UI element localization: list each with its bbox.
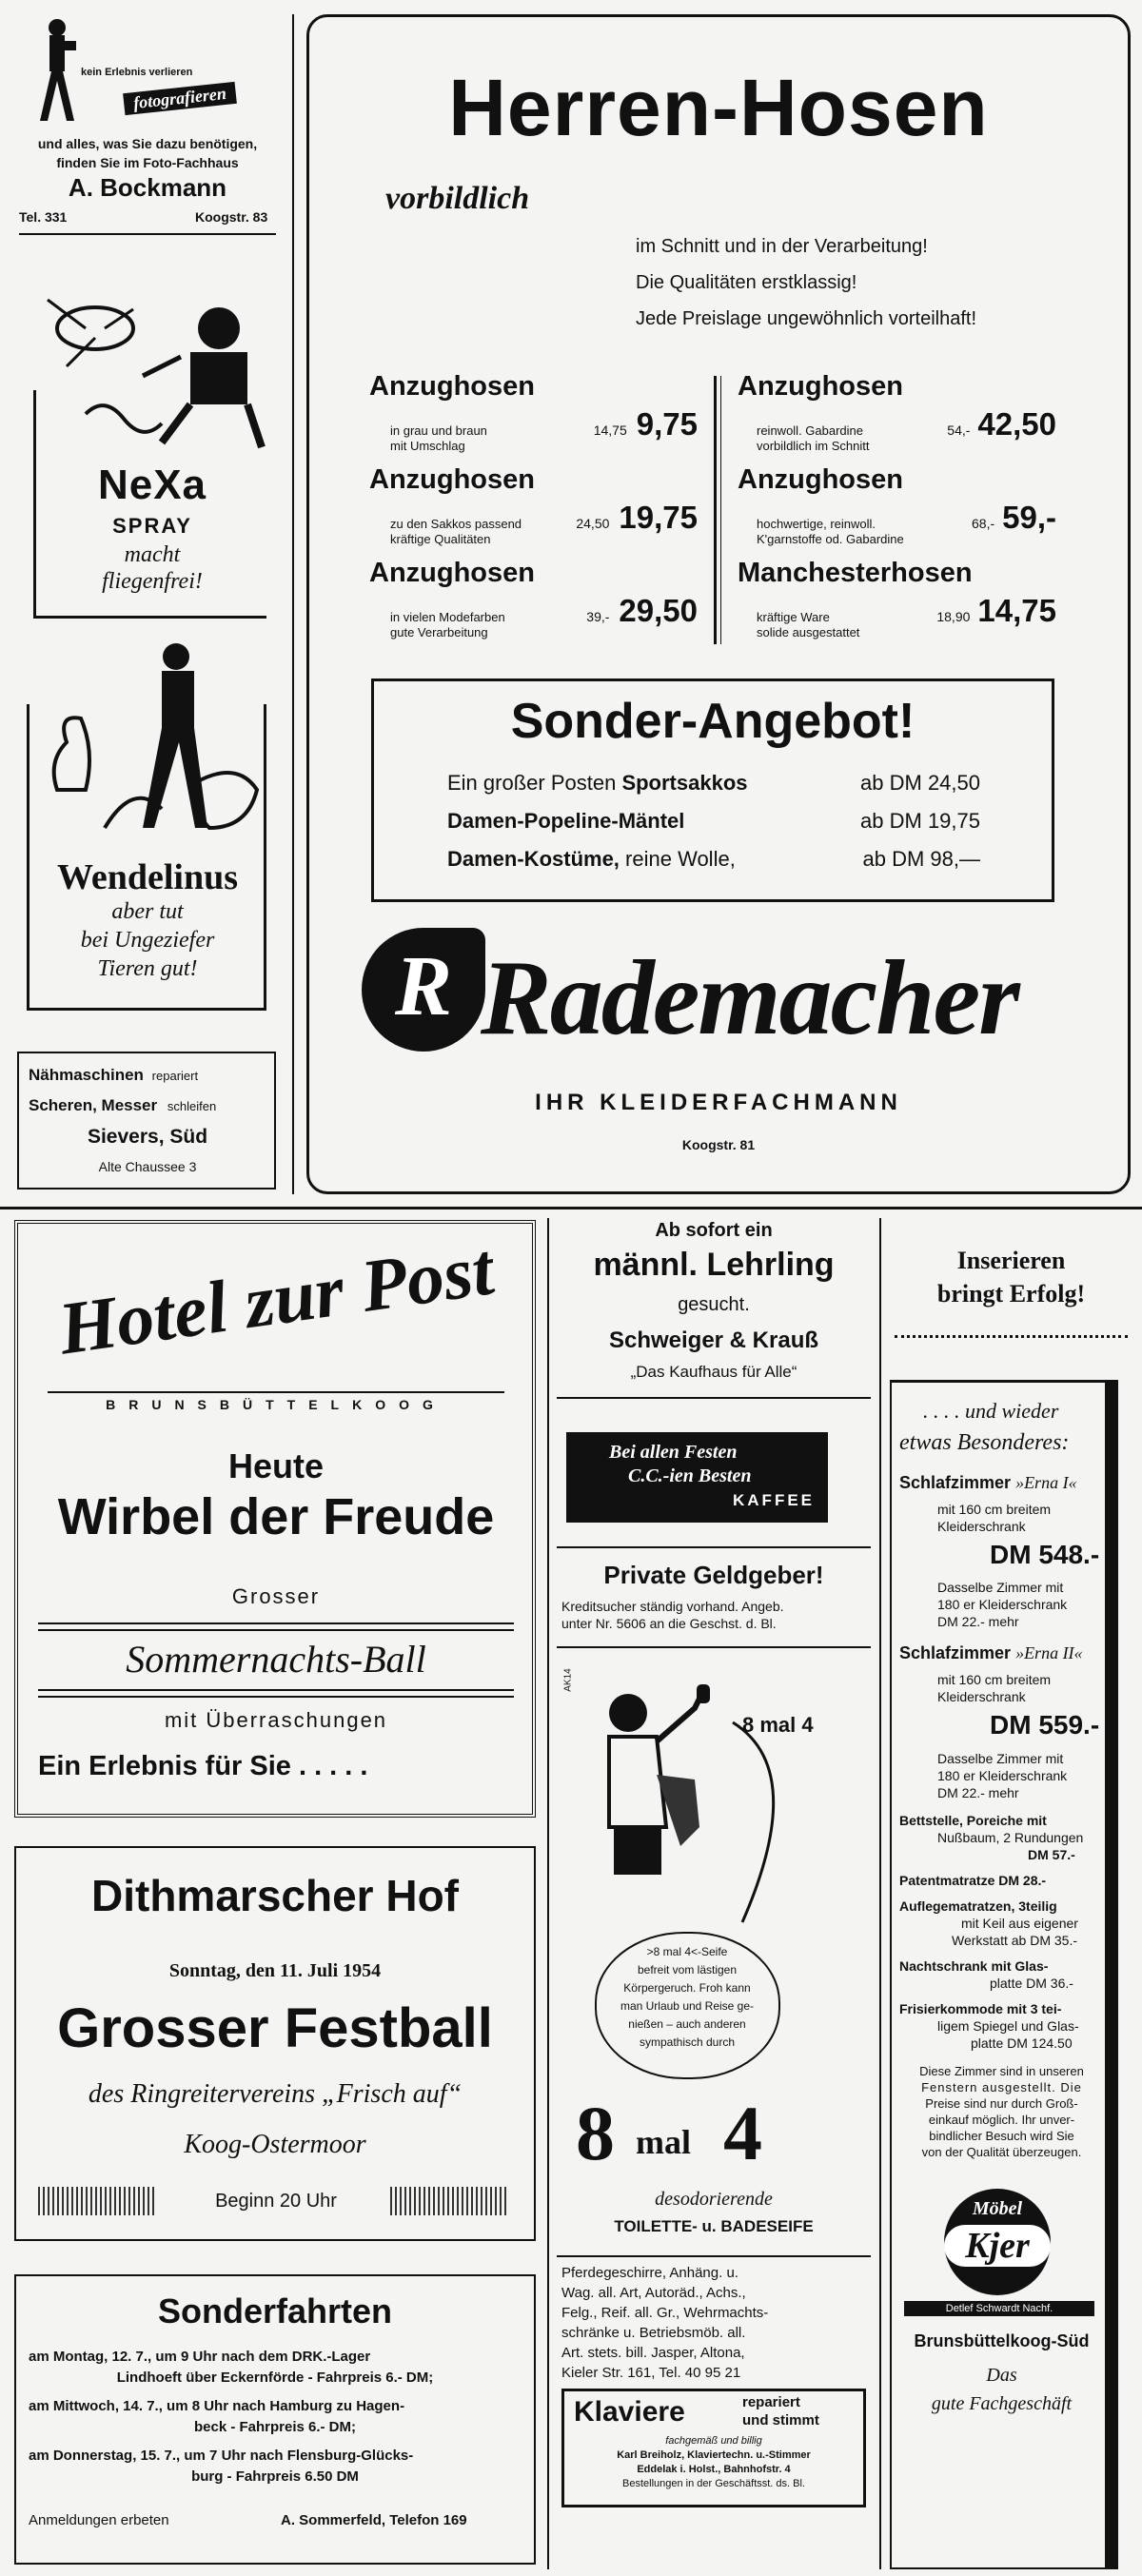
sonder-title: Sonder-Angebot!: [510, 694, 916, 749]
offer-old-price: 18,90: [936, 609, 971, 624]
kjer-auf: Auflegematratzen, 3teilig: [899, 1898, 1057, 1914]
pferde-l4: schränke u. Betriebsmöb. all.: [561, 2325, 746, 2341]
seife-bubble6: sympathisch durch: [639, 2035, 736, 2049]
kjer-i2: etwas Besonderes:: [899, 1430, 1070, 1455]
sievers-l2b: schleifen: [167, 1099, 217, 1113]
seife-bubble-text: [601, 1943, 773, 2052]
sonder-item: Damen-Kostüme,: [447, 847, 620, 871]
kjer-i1: . . . . und wieder: [923, 1399, 1059, 1423]
offer-desc: gute Verarbeitung: [390, 625, 488, 639]
dith-beginn: Beginn 20 Uhr: [215, 2191, 337, 2212]
lehrling-slogan: „Das Kaufhaus für Alle“: [630, 1363, 797, 1381]
wendelinus-line1: aber tut: [111, 899, 184, 924]
geld-l2: unter Nr. 5606 an die Geschst. d. Bl.: [561, 1616, 777, 1631]
geld-l1: Kreditsucher ständig vorhand. Angeb.: [561, 1599, 784, 1614]
kjer-s1: [899, 1473, 1077, 1493]
offer-desc: in grau und braun: [390, 423, 487, 438]
pferde-l1: Pferdegeschirre, Anhäng. u.: [561, 2265, 738, 2281]
divider: [38, 1622, 514, 1624]
offer-desc: zu den Sakkos passend: [390, 517, 522, 531]
kjer-s1-label: Schlafzimmer: [899, 1473, 1012, 1492]
sievers-l1b: repariert: [151, 1069, 199, 1083]
offer-right-1: [738, 464, 1056, 547]
seife-big1: 8: [576, 2090, 615, 2176]
kjer-s2p: DM 559.-: [990, 1710, 1100, 1740]
herren-t3: Jede Preislage ungewöhnlich vorteilhaft!: [636, 308, 976, 329]
fahrt-t2a: am Mittwoch, 14. 7., um 8 Uhr nach Hamburg zu Hagen-: [29, 2398, 405, 2414]
kjer-logo3: Detlef Schwardt Nachf.: [904, 2301, 1094, 2316]
kjer-nacht2: platte DM 36.-: [990, 1976, 1073, 1991]
seife-mal: 8 mal 4: [742, 1713, 814, 1737]
offer-price: 42,50: [977, 406, 1056, 442]
fahrt-name: A. Sommerfeld, Telefon 169: [281, 2512, 467, 2528]
dith-pattern-right: [390, 2187, 509, 2215]
offer-desc: solide ausgestattet: [757, 625, 860, 639]
seife-deso: desodorierende: [655, 2189, 773, 2210]
klavier-l3: Eddelak i. Holst., Bahnhofstr. 4: [637, 2464, 791, 2475]
klavier-r2: und stimmt: [742, 2412, 819, 2429]
seife-bubble5: nießen – auch anderen: [628, 2017, 746, 2031]
seife-big2: mal: [636, 2123, 691, 2161]
hotel-ball: Sommernachts-Ball: [126, 1638, 426, 1681]
kjer-nacht: Nachtschrank mit Glas-: [899, 1958, 1049, 1974]
kjer-p1: Diese Zimmer sind in unseren: [919, 2064, 1084, 2078]
offer-old-price: 14,75: [593, 423, 627, 438]
kaffee-l3: KAFFEE: [733, 1491, 815, 1509]
lehrling-title: männl. Lehrling: [593, 1247, 835, 1283]
kjer-s1b: Kleiderschrank: [937, 1519, 1026, 1534]
foto-line2: fotografieren: [123, 82, 237, 115]
foto-addr: Koogstr. 83: [195, 209, 268, 225]
kjer-s2b: Kleiderschrank: [937, 1689, 1026, 1704]
kjer-das: Das: [986, 2365, 1017, 2386]
kjer-auf2: mit Keil aus eigener: [961, 1916, 1078, 1931]
wendelinus-line3: Tieren gut!: [97, 956, 198, 981]
pferde-l3: Felg., Reif. all. Gr., Wehrmachts-: [561, 2305, 769, 2321]
kjer-fris3: platte DM 124.50: [971, 2035, 1073, 2051]
sonder-item: Damen-Popeline-Mäntel: [447, 809, 685, 833]
offer-old-price: 39,-: [586, 609, 610, 624]
rademacher-tagline: IHR KLEIDERFACHMANN: [535, 1090, 902, 1115]
offer-price: 29,50: [619, 593, 698, 628]
column-divider: [292, 14, 294, 1194]
nexa-brand: NeXa: [97, 462, 207, 508]
offer-desc: in vielen Modefarben: [390, 610, 505, 624]
sievers-l1a: Nähmaschinen: [29, 1066, 144, 1084]
foto-name: A. Bockmann: [68, 173, 227, 202]
offer-price: 9,75: [636, 406, 698, 442]
pferde-text: [561, 2263, 871, 2383]
kjer-s2a: mit 160 cm breitem: [937, 1672, 1052, 1687]
fahrt-title: Sonderfahrten: [157, 2291, 393, 2330]
sonder-price: ab DM 98,—: [862, 847, 980, 871]
offer-title: Anzughosen: [369, 371, 535, 402]
kjer-p6: von der Qualität überzeugen.: [921, 2145, 1082, 2159]
hotel-mit: mit Überraschungen: [164, 1708, 388, 1732]
column-divider: [879, 1218, 881, 2569]
pferde-l6: Kieler Str. 161, Tel. 40 95 21: [561, 2365, 741, 2381]
fahrt-t2b: beck - Fahrpreis 6.- DM;: [193, 2419, 357, 2435]
kjer-s1a: mit 160 cm breitem: [937, 1502, 1052, 1517]
kjer-bett2: Nußbaum, 2 Rundungen: [937, 1830, 1084, 1845]
fahrt-t3a: am Donnerstag, 15. 7., um 7 Uhr nach Flensburg-Glücks-: [29, 2448, 414, 2464]
kjer-logo1: Möbel: [972, 2198, 1023, 2219]
kjer-s1c: Dasselbe Zimmer mit: [937, 1580, 1064, 1595]
divider: [38, 1696, 514, 1698]
seife-code: AK14: [562, 1668, 574, 1692]
seife-big3: 4: [723, 2090, 762, 2176]
klavier-l4: Bestellungen in der Geschäftsst. ds. Bl.: [622, 2478, 805, 2489]
kjer-paragraph: [895, 2063, 1109, 2160]
offer-desc: vorbildlich im Schnitt: [757, 439, 870, 453]
kjer-auf3: Werkstatt ab DM 35.-: [952, 1933, 1078, 1948]
sievers-addr: Alte Chaussee 3: [98, 1159, 197, 1174]
seife-bubble3: Körpergeruch. Froh kann: [623, 1981, 751, 1995]
sonder-row-1: [447, 809, 980, 834]
kjer-fris2: ligem Spiegel und Glas-: [937, 2018, 1079, 2034]
kjer-fris: Frisierkommode mit 3 tei-: [899, 2001, 1062, 2016]
seife-toil: TOILETTE- u. BADESEIFE: [614, 2217, 814, 2235]
dith-pattern-left: [38, 2187, 157, 2215]
kjer-p5: bindlicher Besuch wird Sie: [929, 2129, 1074, 2143]
kjer-place: Brunsbüttelkoog-Süd: [914, 2331, 1090, 2350]
sonder-price: ab DM 19,75: [860, 809, 980, 833]
kjer-s2c: Dasselbe Zimmer mit: [937, 1751, 1064, 1766]
divider: [48, 1391, 504, 1393]
offer-title: Anzughosen: [738, 464, 903, 495]
kjer-pat: Patentmatratze DM 28.-: [899, 1873, 1047, 1888]
offer-price: 19,75: [619, 500, 698, 535]
hotel-heute: Heute: [227, 1446, 325, 1485]
kjer-s2d: 180 er Kleiderschrank: [937, 1768, 1068, 1783]
dith-title: Dithmarscher Hof: [91, 1871, 459, 1920]
kjer-s2e: DM 22.- mehr: [937, 1785, 1019, 1800]
inserieren-l1: Inserieren: [956, 1247, 1066, 1274]
offer-left-2: [369, 558, 698, 640]
nexa-spray: SPRAY: [112, 514, 192, 538]
foto-line3: und alles, was Sie dazu benötigen,: [37, 136, 258, 151]
offer-price: 59,-: [1002, 500, 1056, 535]
horizontal-divider: [0, 1207, 1142, 1209]
herren-sub: vorbildlich: [385, 181, 530, 216]
kjer-s1d: 180 er Kleiderschrank: [937, 1597, 1068, 1612]
klavier-text: [563, 2434, 864, 2491]
foto-line1: kein Erlebnis verlieren: [81, 67, 193, 78]
kjer-s2: [899, 1643, 1083, 1663]
dith-place: Koog-Ostermoor: [184, 2130, 366, 2159]
wendelinus-brand: Wendelinus: [56, 857, 239, 897]
offer-title: Anzughosen: [369, 558, 535, 588]
offer-desc: mit Umschlag: [390, 439, 465, 453]
photographer-illustration: [29, 14, 86, 128]
klavier-r1: repariert: [742, 2394, 800, 2410]
seife-bubble4: man Urlaub und Reise ge-: [620, 1999, 755, 2013]
kaffee-l2: C.C.-ien Besten: [628, 1465, 752, 1486]
klavier-l2: Karl Breiholz, Klaviertechn. u.-Stimmer: [617, 2449, 811, 2461]
pferde-l5: Art. stets. bill. Jasper, Altona,: [561, 2345, 745, 2361]
divider: [19, 233, 276, 235]
kjer-bett: Bettstelle, Poreiche mit: [899, 1813, 1047, 1828]
dotted-rule: [895, 1335, 1128, 1339]
rademacher-brand: Rademacher: [481, 939, 1018, 1057]
sievers-l2a: Scheren, Messer: [29, 1096, 158, 1114]
herren-t1: im Schnitt und in der Verarbeitung!: [636, 236, 928, 257]
fahrt-t3b: burg - Fahrpreis 6.50 DM: [191, 2468, 359, 2485]
kjer-s2-label: Schlafzimmer: [899, 1643, 1012, 1662]
fahrt-anm: Anmeldungen erbeten: [29, 2512, 169, 2528]
hotel-grosser: Grosser: [231, 1584, 321, 1608]
offer-right-0: [738, 371, 1056, 454]
nexa-line1: macht: [124, 542, 181, 567]
kjer-logo2: Kjer: [944, 2225, 1051, 2267]
herren-t2: Die Qualitäten erstklassig!: [636, 272, 857, 293]
kjer-s2-name: »Erna II«: [1015, 1643, 1083, 1662]
foto-tel: Tel. 331: [19, 209, 68, 225]
sonder-row-2: [447, 847, 980, 872]
kjer-s1e: DM 22.- mehr: [937, 1614, 1019, 1629]
sonder-rest: reine Wolle,: [625, 847, 736, 871]
offer-title: Anzughosen: [369, 464, 535, 495]
sievers-line2: [29, 1096, 216, 1115]
lehrling-ab: Ab sofort ein: [655, 1220, 773, 1241]
klavier-l1: fachgemäß und billig: [665, 2435, 762, 2447]
kjer-bett3: DM 57.-: [1028, 1847, 1075, 1862]
kjer-p4: einkauf möglich. Ihr unver-: [928, 2113, 1075, 2127]
offer-old-price: 68,-: [972, 516, 995, 531]
offer-left-0: [369, 371, 698, 454]
lehrling-ges: gesucht.: [678, 1294, 750, 1315]
seife-bubble2: befreit vom lästigen: [637, 1963, 738, 1976]
dith-verein: des Ringreitervereins „Frisch auf“: [88, 2079, 463, 2109]
lehrling-firm: Schweiger & Krauß: [608, 1327, 819, 1353]
offer-right-2: [738, 558, 1056, 640]
dith-date: Sonntag, den 11. Juli 1954: [168, 1960, 382, 1981]
kjer-s1p: DM 548.-: [990, 1540, 1100, 1569]
wendelinus-line2: bei Ungeziefer: [80, 928, 215, 953]
foto-line4: finden Sie im Foto-Fachhaus: [56, 155, 239, 170]
offer-old-price: 54,-: [947, 423, 971, 438]
dith-festball: Grosser Festball: [57, 1997, 493, 2059]
fahrt-t1a: am Montag, 12. 7., um 9 Uhr nach dem DRK.-Lager: [29, 2349, 371, 2365]
divider: [38, 1629, 514, 1631]
rademacher-logo-letter: R: [394, 939, 453, 1033]
seife-bubble1: >8 mal 4<-Seife: [646, 1945, 728, 1958]
geld-title: Private Geldgeber!: [603, 1561, 824, 1589]
offer-title: Manchesterhosen: [738, 558, 973, 588]
inserieren-l2: bringt Erfolg!: [936, 1280, 1086, 1308]
price-divider: [714, 376, 717, 644]
divider: [557, 1646, 871, 1648]
column-divider: [547, 1218, 549, 2569]
rademacher-addr: Koogstr. 81: [681, 1137, 756, 1152]
klavier-title: Klaviere: [574, 2396, 685, 2428]
sievers-line1: [29, 1066, 198, 1085]
divider: [557, 1397, 871, 1399]
offer-desc: kräftige Ware: [757, 610, 830, 624]
kjer-s1-name: »Erna I«: [1015, 1473, 1077, 1492]
kjer-gute: gute Fachgeschäft: [931, 2393, 1073, 2414]
offer-left-1: [369, 464, 698, 547]
offer-desc: kräftige Qualitäten: [390, 532, 491, 546]
offer-desc: reinwoll. Gabardine: [757, 423, 864, 438]
offer-desc: K'garnstoffe od. Gabardine: [757, 532, 904, 546]
hotel-erlebnis: Ein Erlebnis für Sie . . . . .: [38, 1751, 368, 1781]
sonder-item: Sportsakkos: [621, 771, 748, 795]
divider: [38, 1689, 514, 1691]
pferde-l2: Wag. all. Art, Autoräd., Achs.,: [561, 2285, 746, 2301]
hotel-name: Hotel zur Post: [53, 1227, 499, 1370]
offer-desc: hochwertige, reinwoll.: [757, 517, 876, 531]
kjer-p3: Preise sind nur durch Groß-: [925, 2096, 1078, 2111]
herren-title: Herren-Hosen: [448, 63, 989, 152]
kaffee-l1: Bei allen Festen: [609, 1442, 738, 1463]
hotel-wirbel: Wirbel der Freude: [57, 1488, 495, 1545]
kjer-p2: Fenstern ausgestellt. Die: [921, 2080, 1082, 2094]
offer-old-price: 24,50: [576, 516, 610, 531]
sonder-pre: Ein großer Posten: [447, 771, 617, 795]
price-divider: [720, 376, 721, 644]
divider: [557, 1546, 871, 1548]
fahrt-t1b: Lindhoeft über Eckernförde - Fahrpreis 6.- DM;: [116, 2370, 434, 2386]
sonder-price: ab DM 24,50: [860, 771, 980, 795]
sievers-name: Sievers, Süd: [87, 1126, 208, 1148]
offer-title: Anzughosen: [738, 371, 903, 402]
divider: [557, 2255, 871, 2257]
nexa-line2: fliegenfrei!: [102, 569, 203, 594]
hotel-place: BRUNSBÜTTELKOOG: [106, 1397, 446, 1412]
offer-price: 14,75: [977, 593, 1056, 628]
sonder-row-0: [447, 771, 980, 796]
